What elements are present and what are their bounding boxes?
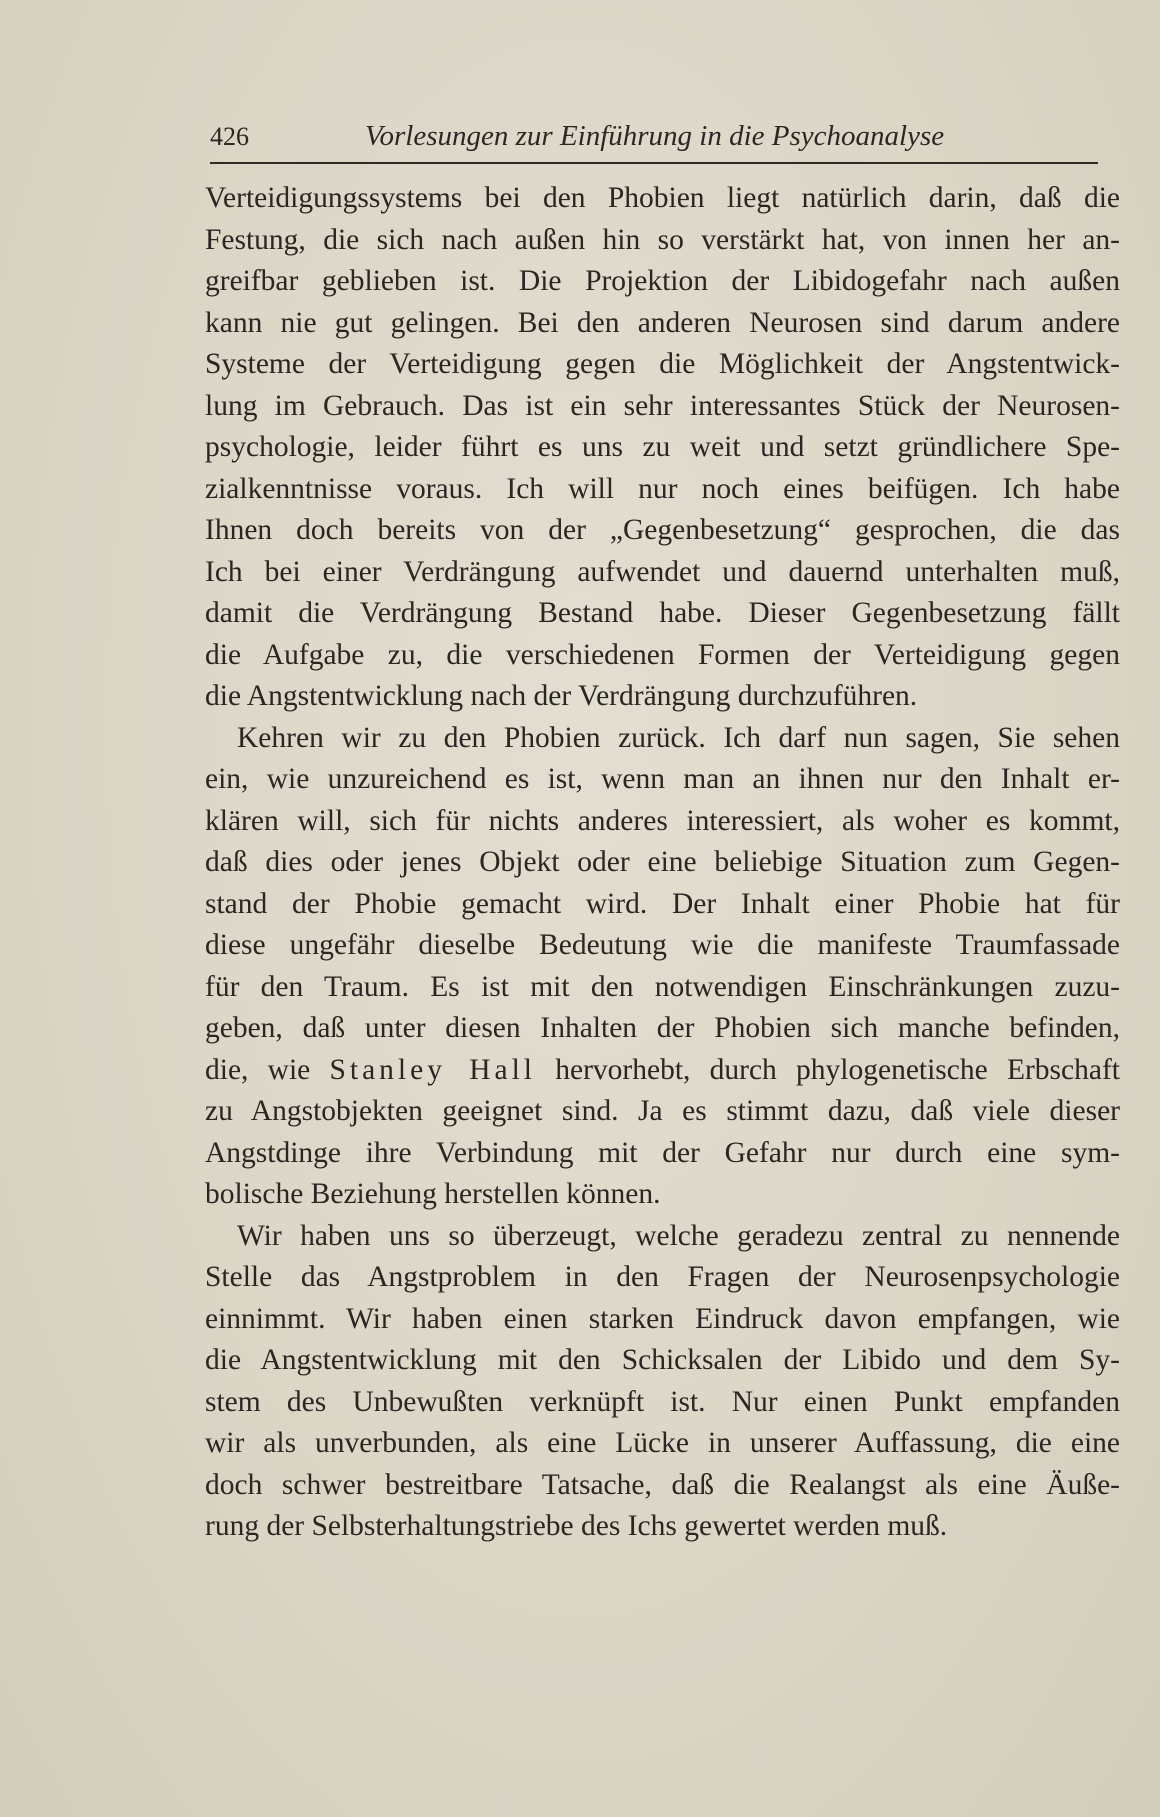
- text-line: greifbar geblieben ist. Die Projektion der Libidogefahr nach außen: [205, 265, 1120, 297]
- page-header: [210, 118, 1098, 164]
- text-line: [205, 1050, 1120, 1092]
- paragraph-3: [205, 1216, 1120, 1548]
- running-title: Vorlesungen zur Einführung in die Psychoanalyse: [365, 120, 945, 152]
- text-line: einnimmt. Wir haben einen starken Eindruck davon empfangen, wie: [205, 1302, 1120, 1335]
- text-line: die Angstentwicklung mit den Schicksalen der Libido und dem Sy-: [205, 1344, 1120, 1376]
- text-line: zu Angstobjekten geeignet sind. Ja es stimmt dazu, daß viele dieser: [205, 1095, 1120, 1127]
- text-line: bolische Beziehung herstellen können.: [205, 1178, 661, 1210]
- text-line: rung der Selbsterhaltungstriebe des Ichs gewertet werden muß.: [205, 1510, 948, 1542]
- text-line: doch schwer bestreitbare Tatsache, daß die Realangst als eine Äuße-: [205, 1468, 1120, 1501]
- text-line: stand der Phobie gemacht wird. Der Inhalt einer Phobie hat für: [205, 887, 1120, 920]
- text-line: ein, wie unzureichend es ist, wenn man an ihnen nur den Inhalt er-: [205, 763, 1120, 795]
- text-line: Angstdinge ihre Verbindung mit der Gefahr nur durch eine sym-: [205, 1136, 1120, 1169]
- text-line: Stelle das Angstproblem in den Fragen der Neurosenpsychologie: [205, 1261, 1120, 1293]
- text-line: psychologie, leider führt es uns zu weit und setzt gründlichere Spe-: [205, 431, 1120, 463]
- text-line: stem des Unbewußten verknüpft ist. Nur einen Punkt empfanden: [205, 1385, 1120, 1418]
- text-line: kann nie gut gelingen. Bei den anderen Neurosen sind darum andere: [205, 306, 1120, 339]
- text-line: daß dies oder jenes Objekt oder eine beliebige Situation zum Gegen-: [205, 846, 1120, 878]
- page-number: 426: [210, 122, 249, 151]
- text-line: Verteidigungssystems bei den Phobien liegt natürlich darin, daß die: [205, 182, 1120, 214]
- text-line: die Angstentwicklung nach der Verdrängung durchzuführen.: [205, 680, 918, 712]
- paragraph-2: [205, 718, 1120, 1216]
- paragraph-1: [205, 178, 1120, 718]
- line-text-after: hervorhebt, durch phylogenetische Erbschaft: [536, 1053, 1120, 1086]
- text-line: Wir haben uns so überzeugt, welche geradezu zentral zu nennende: [237, 1219, 1120, 1252]
- text-line: Ich bei einer Verdrängung aufwendet und dauernd unterhalten muß,: [205, 555, 1120, 588]
- text-line: Festung, die sich nach außen hin so verstärkt hat, von innen her an-: [205, 223, 1120, 256]
- text-line: geben, daß unter diesen Inhalten der Phobien sich manche befinden,: [205, 1012, 1120, 1044]
- text-line: damit die Verdrängung Bestand habe. Dieser Gegenbesetzung fällt: [205, 597, 1120, 629]
- text-line: klären will, sich für nichts anderes interessiert, als woher es kommt,: [205, 804, 1120, 837]
- text-line: Kehren wir zu den Phobien zurück. Ich darf nun sagen, Sie sehen: [237, 721, 1120, 754]
- text-line: lung im Gebrauch. Das ist ein sehr interessantes Stück der Neurosen-: [205, 389, 1120, 422]
- line-text-before: die, wie: [205, 1053, 330, 1086]
- author-name-spaced: Stanley Hall: [329, 1053, 536, 1086]
- text-line: zialkenntnisse voraus. Ich will nur noch eines beifügen. Ich habe: [205, 472, 1120, 505]
- text-line: die Aufgabe zu, die verschiedenen Formen der Verteidigung gegen: [205, 638, 1120, 671]
- body-text: [205, 178, 1120, 1548]
- text-line: wir als unverbunden, als eine Lücke in unserer Auffassung, die eine: [205, 1427, 1120, 1459]
- text-line: für den Traum. Es ist mit den notwendigen Einschränkungen zuzu-: [205, 970, 1120, 1003]
- text-line: diese ungefähr dieselbe Bedeutung wie die manifeste Traumfassade: [205, 929, 1120, 961]
- text-line: Systeme der Verteidigung gegen die Möglichkeit der Angstentwick-: [205, 348, 1120, 380]
- text-line: Ihnen doch bereits von der „Gegenbesetzung“ gesprochen, die das: [205, 514, 1120, 546]
